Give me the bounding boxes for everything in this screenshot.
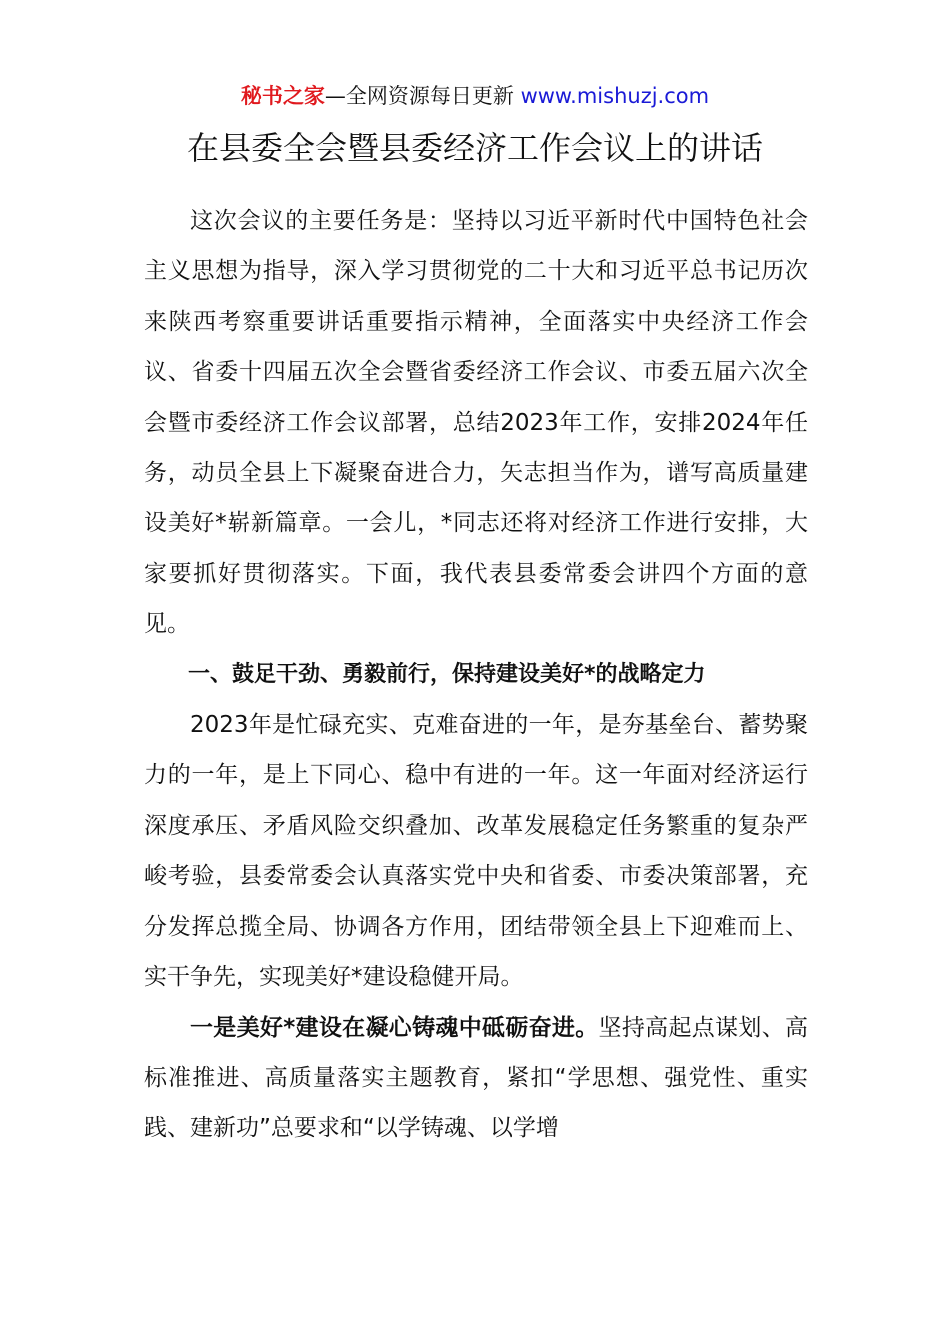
point-one-paragraph <box>144 1003 808 1154</box>
section-heading-1: 一、鼓足干劲、勇毅前行，保持建设美好*的战略定力 <box>188 661 706 687</box>
point-one-text: 坚持高起点谋划、高标准推进、高质量落实主题教育，紧扣“学思想、强党性、重实践、建新功”总要求和“以学铸魂、以学增 <box>144 1014 808 1142</box>
site-tagline: —全网资源每日更新 <box>324 84 514 108</box>
intro-paragraph: 这次会议的主要任务是：坚持以习近平新时代中国特色社会主义思想为指导，深入学习贯彻党的二十大和习近平总书记历次来陕西考察重要讲话重要指示精神，全面落实中央经济工作会议、省委十四届五次全会暨省委经济工作会议、市委五届六次全会暨市委经济工作会议部署，总结2023年工作，安排2024年任务，动员全县上下凝聚奋进合力，矢志担当作为，谱写高质量建设美好*崭新篇章。一会儿，*同志还将对经济工作进行安排，大家要抓好贯彻落实。下面，我代表县委常委会讲四个方面的意见。 <box>144 208 808 638</box>
site-brand: 秘书之家 <box>240 84 325 108</box>
review-paragraph: 2023年是忙碌充实、克难奋进的一年，是夯基垒台、蓄势聚力的一年，是上下同心、稳中有进的一年。这一年面对经济运行深度承压、矛盾风险交织叠加、改革发展稳定任务繁重的复杂严峻考验，县委常委会认真落实党中央和省委、市委决策部署，充分发挥总揽全局、协调各方作用，团结带领全县上下迎难而上、实干争先，实现美好*建设稳健开局。 <box>144 712 808 991</box>
site-url-link[interactable]: www.mishuzj.com <box>520 84 710 108</box>
point-one-lead: 一是美好*建设在凝心铸魂中砥砺奋进。 <box>190 1014 599 1041</box>
site-header <box>0 82 950 110</box>
document-title: 在县委全会暨县委经济工作会议上的讲话 <box>186 129 763 167</box>
document-body <box>144 196 808 1154</box>
